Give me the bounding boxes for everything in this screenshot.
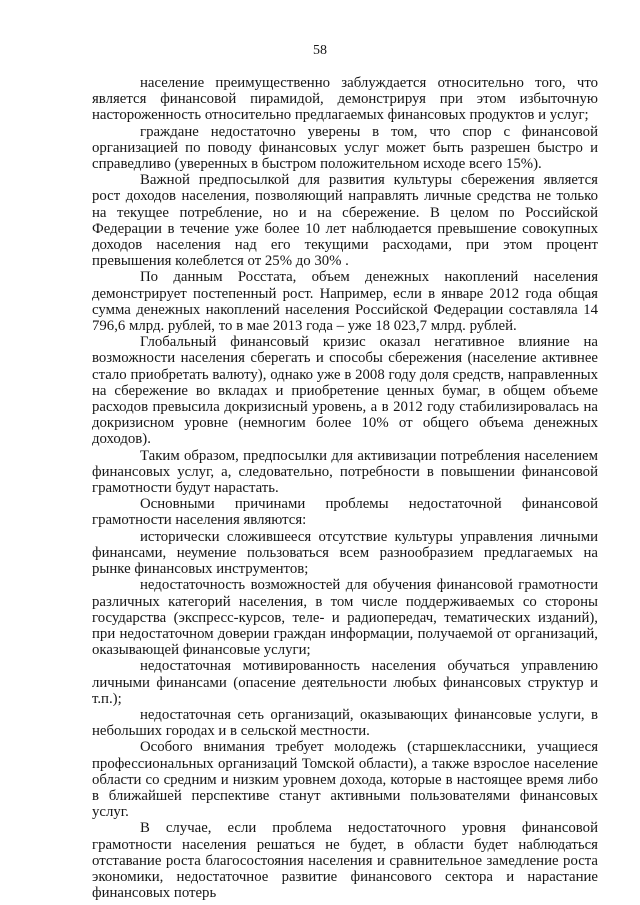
list-item: недостаточная мотивированность населения обучаться управлению личными финансами (опасение деятельности любых финансовых структур и т.п.); <box>92 658 598 707</box>
paragraph: Глобальный финансовый кризис оказал негативное влияние на возможности населения сберегать и способы сбережения (население активнее стало приобретать валюту), однако уже в 2008 году доля средств, направленных на сбережение во вкладах и приобретение ценных бумаг, в общем объеме расходов превысила докризисный уровень, а в 2012 году стабилизировалась на докризисном уровне (немногим более 10% от общего объема денежных доходов). <box>92 334 598 448</box>
paragraph: граждане недостаточно уверены в том, что спор с финансовой организацией по поводу финансовых услуг может быть разрешен быстро и справедливо (уверенных в быстром положительном исходе всего 15%). <box>92 123 598 173</box>
body-text <box>92 75 598 901</box>
paragraph: Основными причинами проблемы недостаточной финансовой грамотности населения являются: <box>92 496 598 529</box>
paragraph: Важной предпосылкой для развития культуры сбережения является рост доходов населения, позволяющий направлять личные средства не только на текущее потребление, но и на сбережение. В целом по Российской Федерации в течение уже более 10 лет наблюдается превышение совокупных доходов населения над его текущими расходами, при этом процент превышения колеблется от 25% до 30% . <box>92 172 598 270</box>
page-number: 58 <box>313 43 327 58</box>
list-item: исторически сложившееся отсутствие культуры управления личными финансами, неумение пользоваться всем разнообразием предлагаемых на рынке финансовых инструментов; <box>92 528 598 578</box>
paragraph: Особого внимания требует молодежь (старшеклассники, учащиеся профессиональных организаций Томской области), а также взрослое население области со средним и низким уровнем дохода, которые в настоящее время либо в ближайшей перспективе станут активными пользователями финансовых услуг. <box>92 739 598 821</box>
paragraph: Таким образом, предпосылки для активизации потребления населением финансовых услуг, а, следовательно, потребности в повышении финансовой грамотности будут нарастать. <box>92 447 598 497</box>
paragraph: население преимущественно заблуждается относительно того, что является финансовой пирамидой, демонстрируя при этом избыточную настороженность относительно предлагаемых финансовых продуктов и услуг; <box>92 75 598 124</box>
paragraph: По данным Росстата, объем денежных накоплений населения демонстрирует постепенный рост. Например, если в январе 2012 года общая сумма денежных накоплений населения Российской Федерации составляла 14 796,6 млрд. рублей, то в мае 2013 года – уже 18 023,7 млрд. рублей. <box>92 269 598 335</box>
list-item: недостаточная сеть организаций, оказывающих финансовые услуги, в небольших городах и в сельской местности. <box>92 706 598 740</box>
paragraph: В случае, если проблема недостаточного уровня финансовой грамотности населения решаться не будет, в области будет наблюдаться отставание роста благосостояния населения и сравнительное замедление роста экономики, недостаточное развитие финансового сектора и нарастание финансовых потерь <box>92 820 598 902</box>
list-item: недостаточность возможностей для обучения финансовой грамотности различных категорий населения, в том числе поддерживаемых со стороны государства (экспресс-курсов, теле- и радиопередач, тематических изданий), при недостаточном доверии граждан информации, получаемой от организаций, оказывающей финансовые услуги; <box>92 577 598 659</box>
